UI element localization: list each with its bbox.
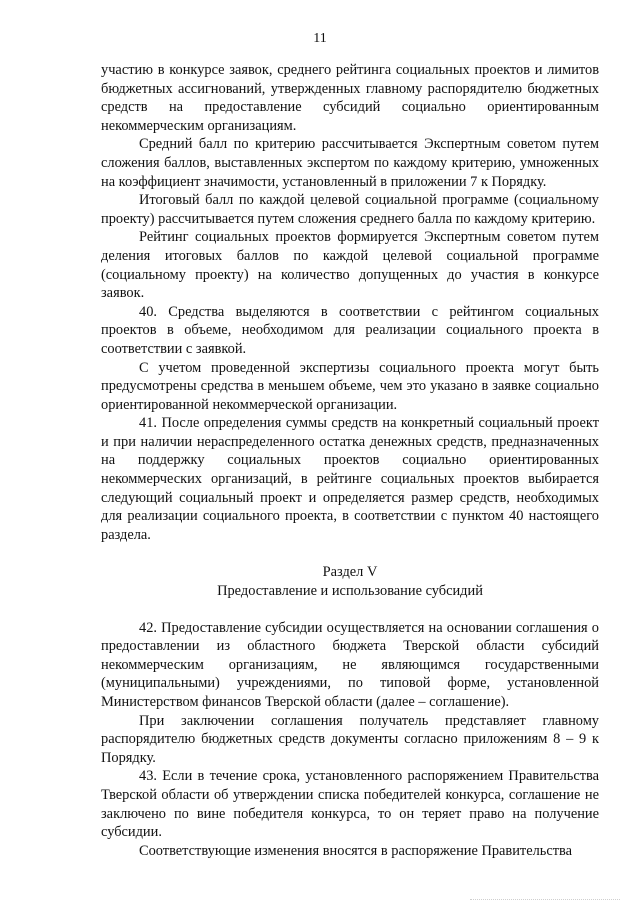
paragraph: При заключении соглашения получатель представляет главному распорядителю бюджетных средств документы согласно приложениям 8 – 9 к Порядку. [101,712,599,766]
paragraphs-before-section [101,61,599,544]
page-number: 11 [313,31,327,46]
scan-artifact-line [470,899,620,900]
paragraph: 41. После определения суммы средств на конкретный социальный проект и при наличии нераспределенного остатка денежных средств, предназначенных на поддержку социальных проектов социально ориентированных некоммерческих организаций, в рейтинге социальных проектов выбирается следующий социальный проект и определяется размер средств, необходимых для реализации социального проекта, в соответствии с пунктом 40 настоящего раздела. [101,415,599,543]
paragraph: С учетом проведенной экспертизы социального проекта могут быть предусмотрены средства в меньшем объеме, чем это указано в заявке социально ориентированной некоммерческой организации. [101,359,599,413]
paragraphs-after-section [101,619,599,861]
section-number: Раздел V [322,564,378,581]
paragraph: 40. Средства выделяются в соответствии с рейтингом социальных проектов в объеме, необходимом для реализации социального проекта в соответствии с заявкой. [101,303,599,357]
paragraph: Рейтинг социальных проектов формируется Экспертным советом путем деления итоговых баллов по каждой целевой социальной программе (социальному проекту) на количество допущенных до участия в конкурсе заявок. [101,229,599,302]
paragraph: участию в конкурсе заявок, среднего рейтинга социальных проектов и лимитов бюджетных ассигнований, утвержденных главному распорядителю бюджетных средств на предоставление субсидий социально ориентированным некоммерческим организациям. [101,62,599,134]
section-gap [101,601,599,619]
paragraph: 42. Предоставление субсидии осуществляется на основании соглашения о предоставлении из областного бюджета Тверской области субсидий некоммерческим организациям, не являющимся государственными (муниципальными) учреждениями, по типовой форме, установленной Министерством финансов Тверской области (далее – соглашение). [101,619,599,710]
paragraph: Соответствующие изменения вносятся в распоряжение Правительства [139,842,573,859]
section-title: Предоставление и использование субсидий [217,583,483,600]
document-body [101,61,599,860]
paragraph: Средний балл по критерию рассчитывается Экспертным советом путем сложения баллов, выставленных экспертом по каждому критерию, умноженных на коэффициент значимости, установленный в приложении 7 к Порядку. [101,136,599,190]
paragraph: Итоговый балл по каждой целевой социальной программе (социальному проекту) рассчитывается путем сложения среднего балла по каждому критерию. [101,192,599,227]
paragraph: 43. Если в течение срока, установленного распоряжением Правительства Тверской области об утверждении списка победителей конкурса, соглашение не заключено по вине победителя конкурса, то он теряет право на получение субсидии. [101,768,599,841]
section-heading [101,563,599,600]
